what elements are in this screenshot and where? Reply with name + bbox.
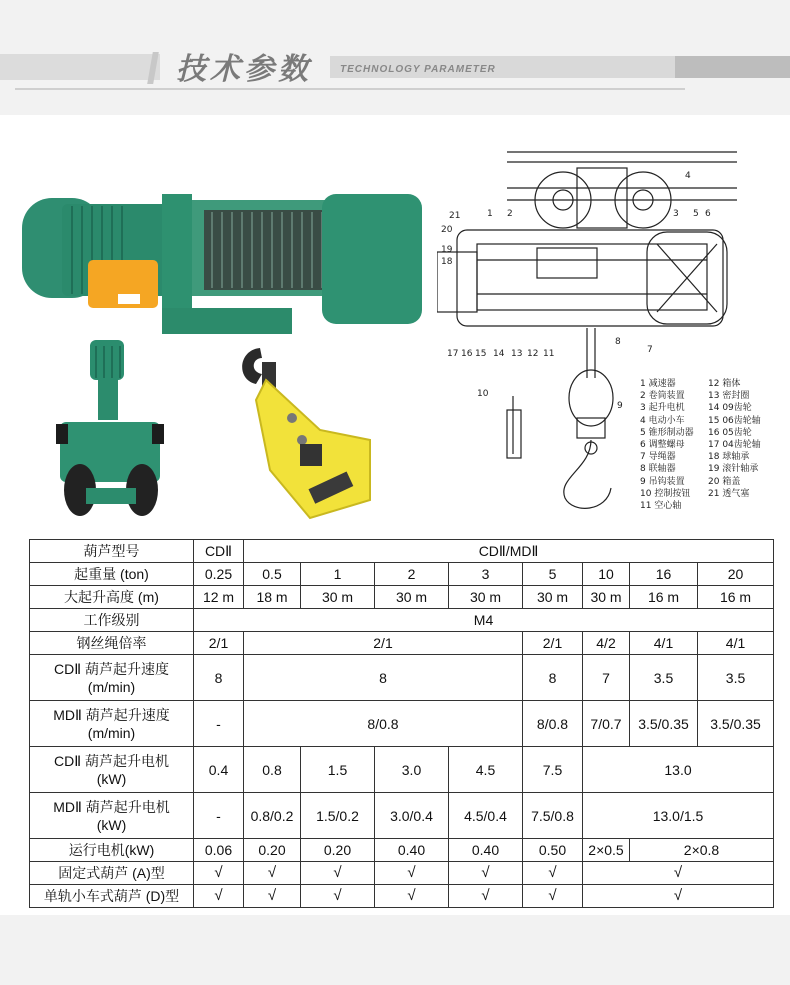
- header-bar-left: [0, 54, 160, 80]
- table-cell: 2/1: [523, 632, 583, 655]
- table-row-duty: [30, 609, 774, 632]
- table-cell: 3.5/0.35: [698, 701, 774, 747]
- callout-10: 10: [477, 389, 489, 399]
- table-cell: 3: [449, 563, 523, 586]
- table-cell: 10: [583, 563, 630, 586]
- row-label: 钢丝绳倍率: [30, 632, 194, 655]
- table-cell: 0.40: [375, 839, 449, 862]
- row-label-line1: CDⅡ 葫芦起升速度: [53, 660, 169, 677]
- table-cell: 7.5: [523, 747, 583, 793]
- table-cell: 0.40: [449, 839, 523, 862]
- table-cell: 12 m: [194, 586, 244, 609]
- legend-item: 7 导绳器: [640, 452, 676, 463]
- legend-item: 9 吊钩装置: [640, 476, 685, 487]
- check-mark: √: [449, 885, 523, 908]
- row-label: 单轨小车式葫芦 (D)型: [30, 885, 194, 908]
- table-cell: 8: [194, 655, 244, 701]
- row-label: 大起升高度 (m): [30, 586, 194, 609]
- table-cell: 7.5/0.8: [523, 793, 583, 839]
- table-cell: CDⅡ/MDⅡ: [244, 540, 774, 563]
- check-mark: √: [375, 885, 449, 908]
- table-row-cd-speed: [30, 655, 774, 701]
- table-cell: 4/1: [630, 632, 698, 655]
- row-label-line2: (kW): [96, 770, 127, 787]
- legend-item: 11 空心轴: [640, 501, 682, 512]
- table-cell: 20: [698, 563, 774, 586]
- legend-item: 8 联轴器: [640, 464, 676, 475]
- table-row-md-speed: [30, 701, 774, 747]
- check-mark: √: [583, 862, 774, 885]
- table-cell: 3.5/0.35: [630, 701, 698, 747]
- section-title: 技术参数: [176, 52, 312, 87]
- legend-item: 4 电动小车: [640, 415, 685, 426]
- table-cell: 8/0.8: [244, 701, 523, 747]
- table-cell: 8: [523, 655, 583, 701]
- spec-table: [29, 539, 774, 908]
- hoist-photo: [22, 190, 422, 340]
- table-cell: 1: [301, 563, 375, 586]
- check-mark: √: [583, 885, 774, 908]
- table-cell: 1.5/0.2: [301, 793, 375, 839]
- check-mark: √: [194, 862, 244, 885]
- legend-item: 1 减速器: [640, 379, 676, 389]
- legend-column-right: [708, 378, 761, 500]
- row-label: [30, 747, 194, 793]
- table-cell: 8: [244, 655, 523, 701]
- check-mark: √: [301, 862, 375, 885]
- table-cell: 18 m: [244, 586, 301, 609]
- callout-19: 19: [441, 245, 453, 255]
- table-cell: 7/0.7: [583, 701, 630, 747]
- table-cell: 0.20: [244, 839, 301, 862]
- row-label-line2: (m/min): [87, 678, 136, 695]
- table-cell: M4: [194, 609, 774, 632]
- table-cell: -: [194, 701, 244, 747]
- table-cell: 4.5/0.4: [449, 793, 523, 839]
- table-row-travel: [30, 839, 774, 862]
- row-label: [30, 793, 194, 839]
- table-cell: 30 m: [523, 586, 583, 609]
- legend-item: 13 密封圈: [708, 391, 750, 402]
- legend-item: 3 起升电机: [640, 403, 685, 414]
- table-cell: 3.5: [630, 655, 698, 701]
- callout-9: 9: [617, 401, 623, 411]
- table-cell: 3.5: [698, 655, 774, 701]
- table-row-md-motor: [30, 793, 774, 839]
- table-cell: -: [194, 793, 244, 839]
- table-row-capacity: [30, 563, 774, 586]
- table-cell: 4/2: [583, 632, 630, 655]
- check-mark: √: [375, 862, 449, 885]
- callout-1: 1: [487, 209, 493, 219]
- callout-18: 18: [441, 257, 453, 267]
- table-cell: 0.8/0.2: [244, 793, 301, 839]
- legend-item: 21 透气塞: [708, 488, 750, 499]
- legend-item: 17 04齿轮轴: [708, 440, 761, 451]
- table-cell: 2×0.8: [630, 839, 774, 862]
- table-cell: 1.5: [301, 747, 375, 793]
- table-row-reeving: [30, 632, 774, 655]
- table-cell: 3.0/0.4: [375, 793, 449, 839]
- section-subtitle: TECHNOLOGY PARAMETER: [340, 64, 496, 75]
- table-cell: 4.5: [449, 747, 523, 793]
- row-label: [30, 701, 194, 747]
- callout-20: 20: [441, 225, 453, 235]
- hook-block-photo: [230, 340, 380, 520]
- callout-12: 12: [527, 349, 539, 359]
- callout-15: 15: [475, 349, 487, 359]
- table-cell: 3.0: [375, 747, 449, 793]
- legend-item: 18 球轴承: [708, 452, 750, 463]
- legend-item: 16 05齿轮: [708, 427, 752, 438]
- legend-item: 20 箱盖: [708, 476, 741, 487]
- legend-item: 5 锥形制动器: [640, 427, 694, 438]
- table-cell: 0.4: [194, 747, 244, 793]
- table-cell: 16 m: [698, 586, 774, 609]
- table-cell: 0.5: [244, 563, 301, 586]
- table-cell: 0.20: [301, 839, 375, 862]
- table-cell: 5: [523, 563, 583, 586]
- table-cell: 4/1: [698, 632, 774, 655]
- table-cell: 16 m: [630, 586, 698, 609]
- row-label-line1: MDⅡ 葫芦起升电机: [53, 798, 170, 815]
- table-cell: 0.25: [194, 563, 244, 586]
- check-mark: √: [244, 885, 301, 908]
- legend-item: 12 箱体: [708, 379, 741, 389]
- trolley-photo: [56, 340, 166, 520]
- row-label: 运行电机(kW): [30, 839, 194, 862]
- check-mark: √: [244, 862, 301, 885]
- check-mark: √: [301, 885, 375, 908]
- table-cell: 7: [583, 655, 630, 701]
- legend-column-left: [640, 378, 694, 512]
- row-label-line2: (kW): [96, 816, 127, 833]
- check-mark: √: [449, 862, 523, 885]
- header-underline: [15, 88, 685, 90]
- legend-item: 2 卷筒装置: [640, 391, 685, 402]
- table-cell: 30 m: [301, 586, 375, 609]
- table-cell: 2/1: [194, 632, 244, 655]
- table-cell: 8/0.8: [523, 701, 583, 747]
- row-label: 固定式葫芦 (A)型: [30, 862, 194, 885]
- row-label: 葫芦型号: [30, 540, 194, 563]
- callout-3: 3: [673, 209, 679, 219]
- row-label: 起重量 (ton): [30, 563, 194, 586]
- row-label-line1: CDⅡ 葫芦起升电机: [53, 752, 169, 769]
- callout-7: 7: [647, 345, 653, 355]
- table-cell: 2×0.5: [583, 839, 630, 862]
- check-mark: √: [523, 885, 583, 908]
- callout-14: 14: [493, 349, 505, 359]
- row-label-line1: MDⅡ 葫芦起升速度: [53, 706, 170, 723]
- callout-4: 4: [685, 171, 691, 181]
- table-cell: 13.0: [583, 747, 774, 793]
- callout-13: 13: [511, 349, 523, 359]
- table-cell: 0.06: [194, 839, 244, 862]
- callout-2: 2: [507, 209, 513, 219]
- legend-item: 6 调整螺母: [640, 440, 685, 451]
- callout-21: 21: [449, 211, 461, 221]
- header-bar-right: [675, 56, 790, 78]
- row-label-line2: (m/min): [87, 724, 136, 741]
- table-cell: 0.8: [244, 747, 301, 793]
- callout-11: 11: [543, 349, 555, 359]
- table-row-trolley: [30, 885, 774, 908]
- table-cell: CDⅡ: [194, 540, 244, 563]
- row-label: [30, 655, 194, 701]
- callout-17: 17: [447, 349, 459, 359]
- check-mark: √: [523, 862, 583, 885]
- table-cell: 2/1: [244, 632, 523, 655]
- table-row-cd-motor: [30, 747, 774, 793]
- row-label: 工作级别: [30, 609, 194, 632]
- callout-5: 5: [693, 209, 699, 219]
- table-row-height: [30, 586, 774, 609]
- check-mark: √: [194, 885, 244, 908]
- legend-item: 19 滚针轴承: [708, 464, 759, 475]
- table-row-model: [30, 540, 774, 563]
- callout-6: 6: [705, 209, 711, 219]
- callout-8: 8: [615, 337, 621, 347]
- callout-16: 16: [461, 349, 473, 359]
- table-cell: 2: [375, 563, 449, 586]
- legend-item: 10 控制按钮: [640, 488, 691, 499]
- table-cell: 13.0/1.5: [583, 793, 774, 839]
- table-cell: 16: [630, 563, 698, 586]
- legend-item: 15 06齿轮轴: [708, 415, 761, 426]
- legend-item: 14 09齿轮: [708, 403, 752, 414]
- table-cell: 30 m: [375, 586, 449, 609]
- table-cell: 30 m: [449, 586, 523, 609]
- table-row-fixed: [30, 862, 774, 885]
- table-cell: 30 m: [583, 586, 630, 609]
- table-cell: 0.50: [523, 839, 583, 862]
